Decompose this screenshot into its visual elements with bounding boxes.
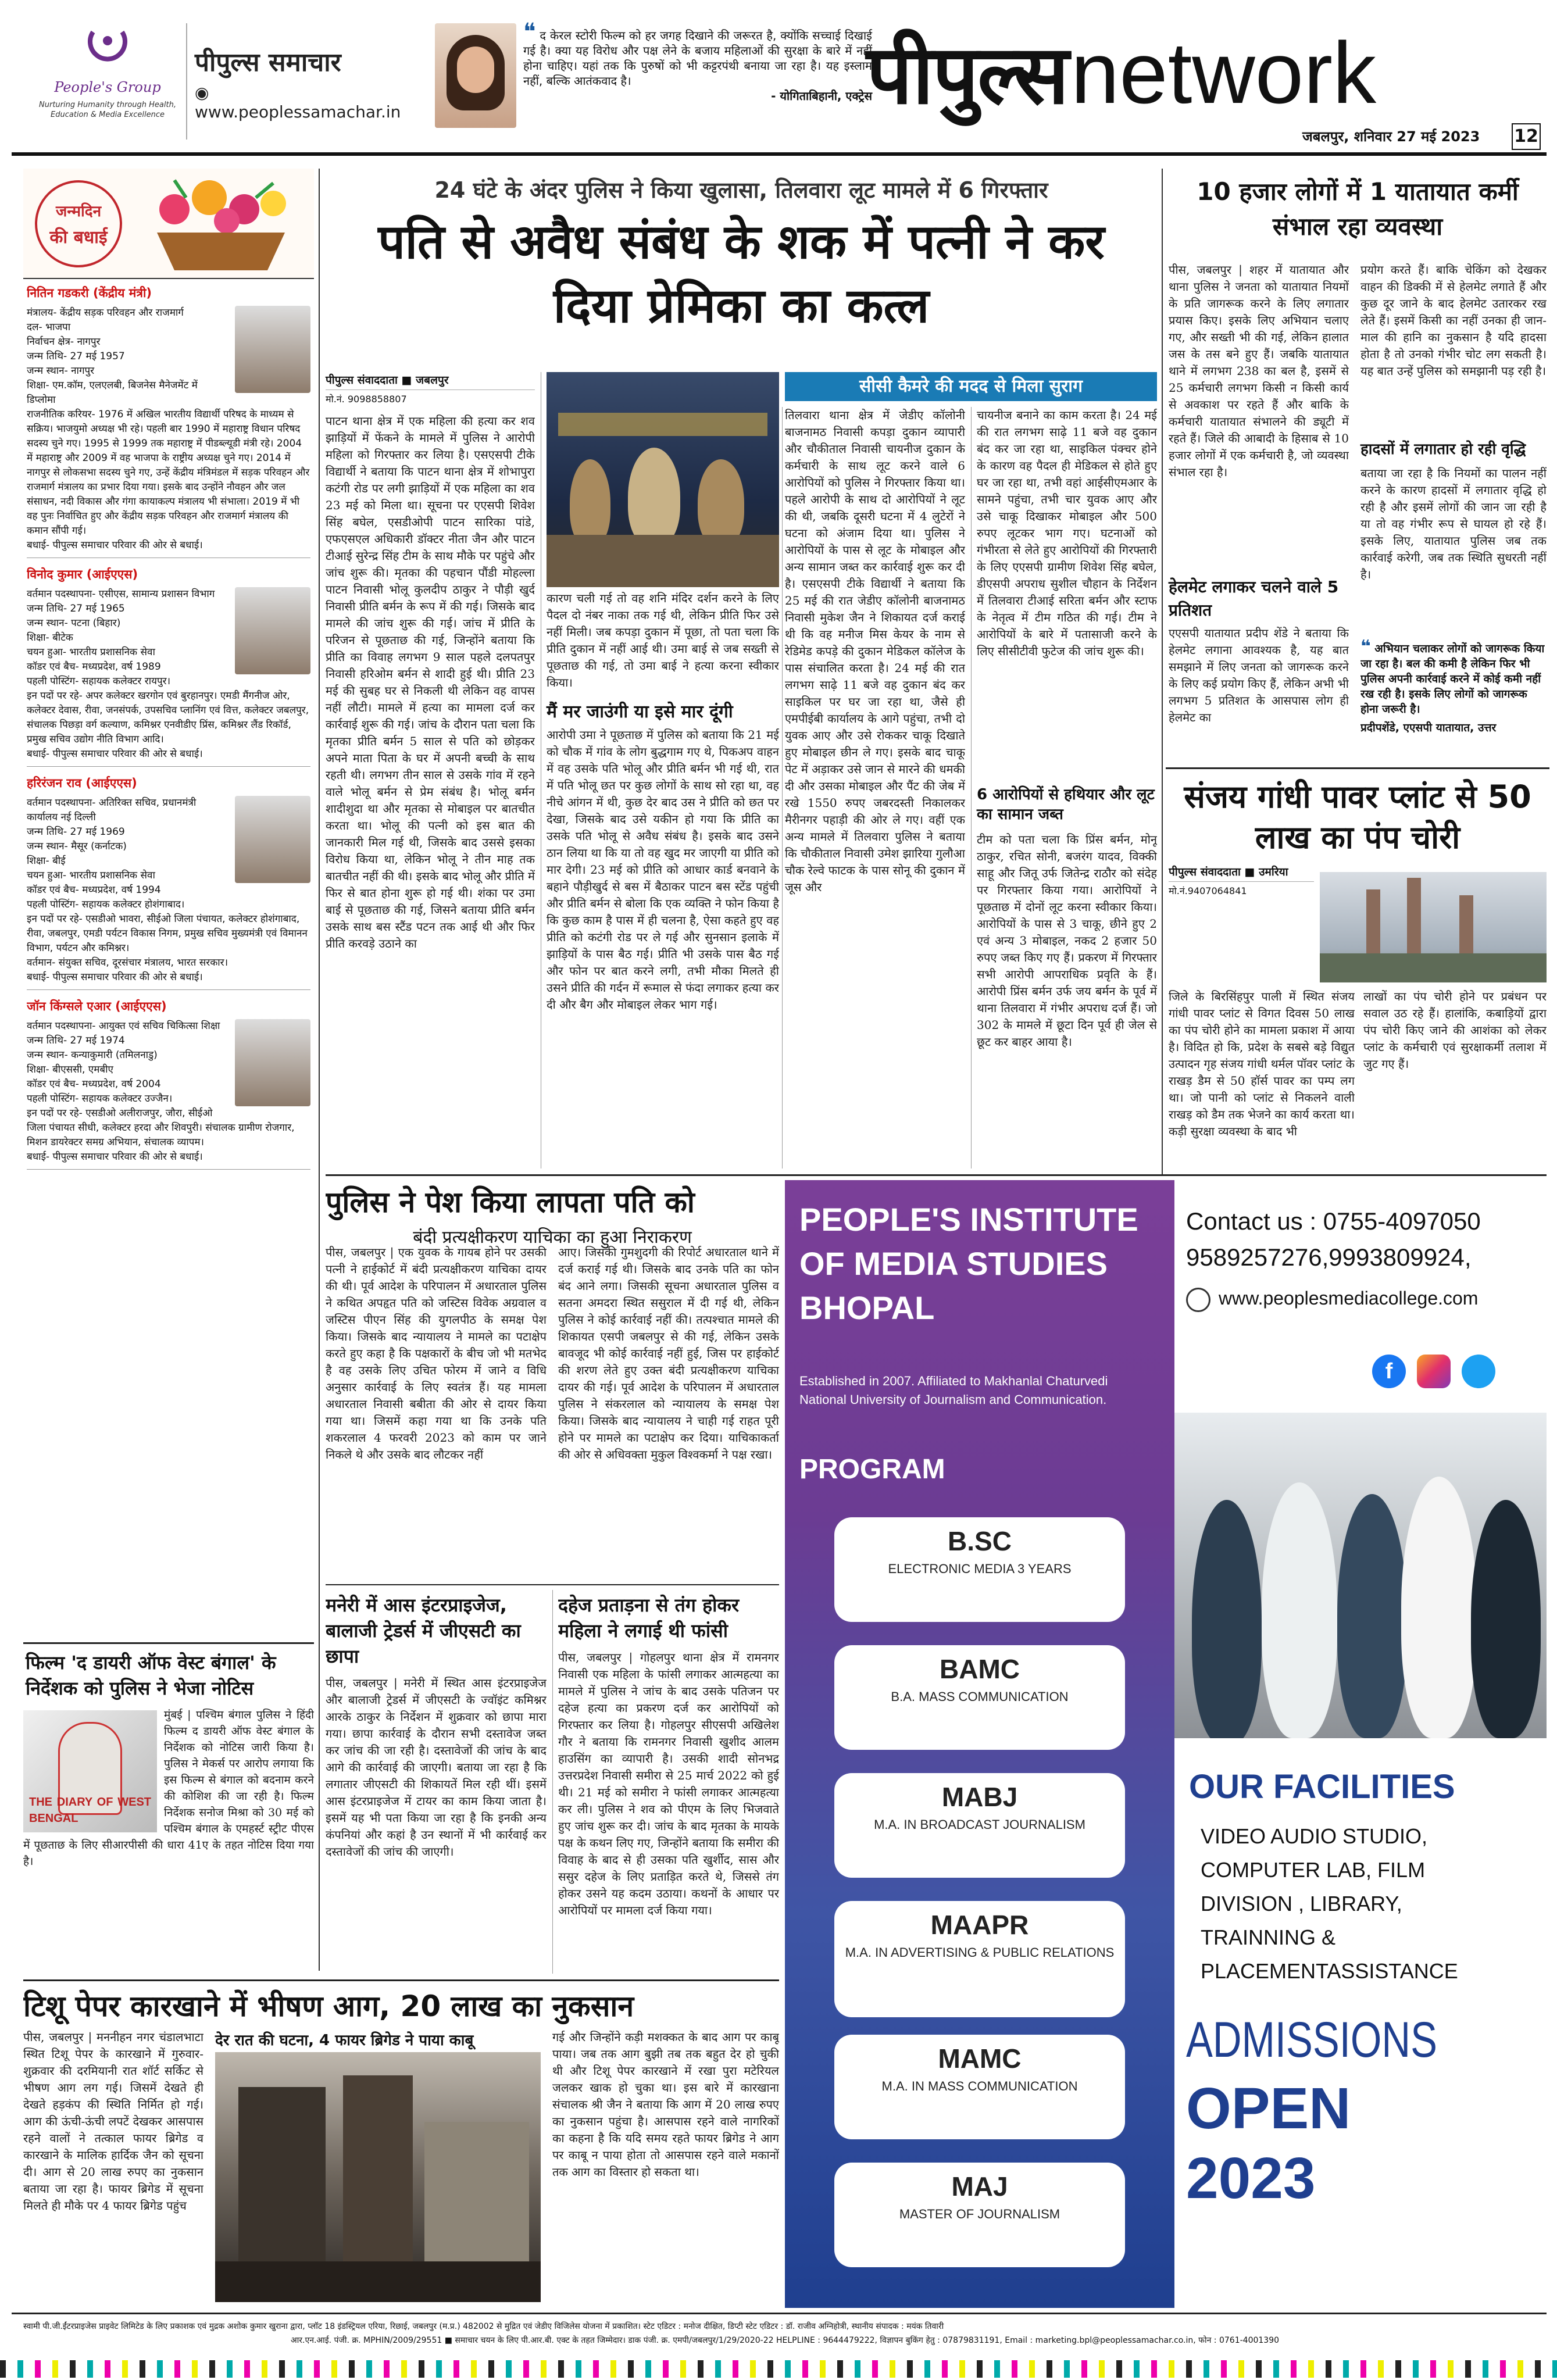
program-code: MAJ (951, 2171, 1008, 2202)
birthday-detail-row: इन पदों पर रहे- एसडीओ भावरा, सीईओ जिला पंचायत, कलेक्टर होशंगाबाद, रीवा, जबलपुर, एमडी पर्यटन विकास निगम, प्रमुख सचिव मुख्यमंत्री एवं विमानन विभाग, पर्यटन और कमिश्नर। (27, 913, 308, 954)
birthday-person-photo (235, 587, 310, 674)
program-code: BAMC (940, 1654, 1020, 1684)
cctv-subhead-box: सीसी कैमरे की मदद से मिला सुराग (785, 372, 1157, 401)
birthday-detail-row: पहली पोस्टिंग- सहायक कलेक्टर रायपुर। (27, 676, 171, 687)
program-description: ELECTRONIC MEDIA 3 YEARS (888, 1561, 1072, 1576)
globe-icon (1186, 1288, 1210, 1312)
quote-icon: ❝ (1360, 639, 1371, 657)
main-col-3: तिलवारा थाना क्षेत्र में जेडीए कॉलोनी बाजनामठ निवासी कपड़ा दुकान व्यापारी और चौकीताल निवासी चायनीज दुकान के कर्मचारी के साथ लूट करने वाले 6 आरोपियों को पुलिस ने गिरफ्तार किया था। पहले आरोपी के साथ दो आरोपियों ने लूट की थी, जबकि दूसरी घटना में 4 लुटेरों ने घटना को अंजाम दिया था। पुलिस ने आरोपियों के पास से लूट के मोबाइल और अन्य सामान जब्त कर कार्रवाई शुरू कर दी है। एसएसपी टीके विद्यार्थी ने बताया कि 25 मई की रात जेडीए कॉलोनी बाजनामठ निवासी मुकेश जैन ने शिकायत दर्ज कराई थी कि वह मनीज मिस केयर के नाम से रेडिमेड कपड़े की दुकान मेडिकल कॉलेज के पास संचालित करता है। 24 मई की रात लगभग साढ़े 11 बजे वह दुकान बंद कर साइकिल पर घर जा रहा था, जैसे ही एमपीईबी कार्यालय के आगे पहुंचा, तभी दो युवक आए और उसे रोककर चाकू दिखाते हुए मोबाइल छीन ले गए। इसके बाद चाकू पेट में अड़ाकर उसे जान से मारने की धमकी दी और उसका मोबाइल और पैंट की जेब में रखे 1550 रुपए जबरदस्ती निकालकर मैरीनगर पहाड़ी की ओर ले गए। वहीं एक अन्य मामले में तिलवारा पुलिस ने बताया कि चौकीताल निवासी उमेश झारिया गुलौआ चौक रेल्वे फाटक के पास सोनू की दुकान में जूस और (785, 408, 965, 894)
birthday-detail-row: बधाई- पीपुल्स समाचार परिवार की ओर से बधाई। (27, 971, 203, 983)
raid-body: पीस, जबलपुर | मनेरी में स्थित आस इंटरप्राइजेज और बालाजी ट्रेडर्स में जीएसटी के ज्वॉइंट कमिश्नर आरके ठाकुर के निर्देशन में शुक्रवार को छापा मारा गया। छापा कार्रवाई के दौरान सभी दस्तावेज जब्त कर जांच की जा रही है। दस्तावेजों की जांच के बाद आगे की कार्रवाई की जाएगी। बताया जा रहा है कि लगातार जीएसटी की शिकायतें मिल रही थीं। इसमें आस इंटरप्राइजेज में टायर का काम किया जाता है। इसमें यह भी पता किया जा रहा है कि इनकी अन्य कंपनियां और कहां है उन स्थानों में भी कार्रवाई कर दस्तावेजों की जांच की जाएगी। (326, 1676, 547, 1859)
birthday-detail-row: मंत्रालय- केंद्रीय सड़क परिवहन और राजमार्ग (27, 307, 184, 319)
network-en: network (1070, 24, 1377, 121)
birthday-list (23, 279, 314, 1184)
film-poster-text: THE DIARY OF WEST BENGAL (29, 1796, 151, 1825)
birthday-detail-row: बधाई- पीपुल्स समाचार परिवार की ओर से बधाई। (27, 748, 203, 760)
birthday-person-photo (235, 1019, 310, 1106)
birthday-detail-row: पहली पोस्टिंग- सहायक कलेक्टर उज्जैन। (27, 1093, 173, 1105)
main-headline: पति से अवैध संबंध के शक में पत्नी ने कर दिया प्रेमिका का कत्ल (378, 215, 1105, 334)
birthday-detail-row: जन्म स्थान- पटना (बिहार) (27, 617, 121, 629)
traffic-col-1b: एएसपी यातायात प्रदीप शेंडे ने बताया कि हेलमेट लगाना आवश्यक है, यह बात समझाने में लिए जनता को जागरूक करने के लिए कई प्रयोग किए हैं, लेकिन अभी भी लगभग 5 प्रतिशत के आसपास लोग ही हेलमेट का (1169, 626, 1349, 724)
samachar-title: पीपुल्स समाचार (195, 48, 341, 77)
samachar-url: ◉ www.peoplessamachar.in (195, 83, 401, 121)
birthday-detail-row: निर्वाचन क्षेत्र- नागपुर (27, 336, 101, 348)
print-registration-marks (0, 2360, 1557, 2378)
fire-photo (215, 2052, 541, 2302)
birthday-detail-row: दल- भाजपा (27, 321, 71, 333)
birthday-detail-row: वर्तमान पदस्थापना- अतिरिक्त सचिव, प्रधानमंत्री कार्यालय नई दिल्ली (27, 797, 197, 823)
peoples-group-logo (35, 23, 180, 145)
program-item (834, 1901, 1125, 2017)
birthday-detail-row: राजनीतिक करियर- 1976 में अखिल भारतीय विद्यार्थी परिषद के माध्यम से सक्रिय। भाजयुमो अध्यक्ष भी रहे। पहली बार 1990 में महाराष्ट्र विधान परिषद सदस्य चुने गए। 1995 से 1999 तक महाराष्ट्र में पीडब्ल्यूडी मंत्री रहे। 2004 में महाराष्ट्र और 2009 में वह भाजपा के राष्ट्रीय अध्यक्ष चुने गए। 2014 में नागपुर से लोकसभा सदस्य चुने गए, उन्हें केंद्रीय मंत्रिमंडल में सड़क परिवहन और राजमार्ग मंत्रालय का प्रभार दिया गया। इसके बाद उन्होंने नौवहन और जल संसाधन, नदी विकास और गंगा कायाकल्प मंत्रालय भी संभाला। 2019 में भी वह पुनः निर्वाचित हुए और केंद्रीय सड़क परिवहन और राजमार्ग मंत्रालय की कमान सौंपी गई। (27, 409, 310, 537)
power-plant-photo (1320, 872, 1547, 982)
group-tagline: Nurturing Humanity through Health, Education & Media Excellence (39, 101, 176, 119)
quote-icon: ❝ (523, 19, 536, 45)
program-description: M.A. IN ADVERTISING & PUBLIC RELATIONS (845, 1945, 1115, 1960)
main-col-1: पाटन थाना क्षेत्र में एक महिला की हत्या कर शव झाड़ियों में फेंकने के मामले में पुलिस ने आरोपी महिला को गिरफ्तार कर लिया है। एसएसपी टीके विद्यार्थी ने बताया कि पाटन थाना क्षेत्र में शोभापुरा कटंगी रोड पर लगी झाड़ियों में एक महिला का शव 23 मई को मिला था। सूचना पर एएसपी शिवेश सिंह बघेल, एसडीओपी पाटन सारिका पांडे, एफएसएल अधिकारी डॉक्टर नीता जैन और पाटन टीआई सुरेन्द्र सिंह टीम के साथ मौके पर पहुंचे और जांच शुरू की। मृतका की पहचान पौंडी मोहल्ला पाटन निवासी भोलू कुलदीप ठाकुर ने पौड़ी खुर्द निवासी प्रीति बर्मन के रूप में की गई। जिसके बाद मामले की जांच शुरू की गई। जांच में प्रीति के परिजन से पूछताछ की गई, जिन्होंने बताया कि प्रीति का विवाह लगभग 9 साल पहले दलपतपुर निवासी हरिओम बर्मन से शादी हुई थी। प्रीति 23 मई की सुबह घर से निकली थी लेकिन वह वापस नहीं लौटी। मामले में हत्या का मामला दर्ज कर कार्रवाई शुरू की गई। जांच के दौरान पता चला कि मृतका प्रीति बर्मन 5 साल से पति को छोड़कर अपने माता पिता के घर में अपनी बच्ची के साथ रहती थी। लगभग तीन साल से उसके गांव में रहने वाले भोलू बर्मन से प्रेम संबंध है। भोलू बर्मन शादीशुदा था और मृतका से मोबाइल पर बातचीत करता था। भोलू की पत्नी को इस बात की जानकारी मिल गई थी, जिसके बाद उससे इसका विरोध किया था, लेकिन भोलू ने तीन माह तक बातचीत नहीं की थी। इसके बाद भोलू और प्रीति में फिर से बात होना शुरू हो गई थी। शंका पर उमा बाई से पूछताछ की गई, जिसने बताया प्रीति बर्मन उसके साथ बस स्टैंड पटन तक आई थी और फिर प्रीति करवड़े उठाने का (326, 414, 535, 950)
ad-website[interactable]: www.peoplesmediacollege.com (1186, 1280, 1541, 1316)
birthday-detail-row: जन्म तिथि- 27 मई 1957 (27, 351, 125, 362)
main-col-2b: आरोपी उमा ने पूछताछ में पुलिस को बताया कि 21 मई को चौक में गांव के लोग बुद्धगाम गए थे, पिकअप वाहन में वह उसके पति भोलू और प्रीति बर्मन भी गई थी, रात में पति भोलू छत पर कुछ लोगों के साथ सो रहा था, वह नीचे आंगन में थी, कुछ देर बाद उस ने प्रीति को छत पर देखा, जिसके बाद उसे यकीन हो गया कि प्रीति का उसके पति भोलू से अवैध संबंध है। इसके बाद उसने ठान लिया था कि या तो वह खुद मर जाएगी या प्रीति को मार देगी। 23 मई को प्रीति को आधार कार्ड बनवाने के बहाने पौड़ीखुर्द से बस में बैठाकर पाटन बस स्टेंड पहुंची और प्रीति बर्मन से बोला कि एक व्यक्ति ने फोन किया है कि कुछ काम है पास में ही चलना है, ऐसा कहते हुए वह प्रीति को कटंगी रोड पर ले गई और सुनसान इलाके में झाड़ियों के पास बैठ गई। प्रीति भी उसके पास बैठ गई और फोन पर बात करने लगी, तभी मौका मिलते ही उसने प्रीति की गर्दन में रूमाल से फंदा लगाकर हत्या कर दी और बैग और मोबाइल लेकर भाग गई। (547, 728, 779, 1012)
birthday-detail-row: जन्म स्थान- नागपुर (27, 365, 95, 377)
page-number: 12 (1512, 123, 1541, 150)
program-item (834, 1517, 1125, 1622)
program-item (834, 2035, 1125, 2139)
fire-col-1: पीस, जबलपुर | मननीहन नगर चंडालभाटा स्थित टिशू पेपर के कारखाने में गुरुवार-शुक्रवार की दरमियानी रात शॉर्ट सर्किट से भीषण आग लग गई। जिसमें देखते ही देखते हड़कंप की स्थिति निर्मित हो गई। आग की ऊंची-ऊंची लपटें देखकर आसपास रहने वालों ने तत्काल फायर ब्रिगेड व कारखाने के मालिक हार्दिक जैन को सूचना दी। आग से 20 लाख रुपए का नुकसान बताया जा रहा है। फायर ब्रिगेड में सूचना मिलते ही मौके पर 4 फायर ब्रिगेड पहुंच (23, 2030, 203, 2213)
main-subhead: मैं मर जाउंगी या इसे मार दूंगी (547, 702, 733, 722)
program-description: M.A. IN MASS COMMUNICATION (881, 2079, 1078, 2093)
missing-col-1: पीस, जबलपुर | एक युवक के गायब होने पर उसकी पत्नी ने हाईकोर्ट में बंदी प्रत्यक्षीकरण याचिका दायर की थी। पूर्व आदेश के परिपालन में अधारताल पुलिस ने कथित अपहृत पति को जस्टिस विवेक अग्रवाल व जस्टिस पीएन सिंह की युगलपीठ के समक्ष पेश किया। जिसके बाद न्यायालय ने मामले का पटाक्षेप करते हुए कहा है कि पक्षकारों के बीच जो भी मतभेद है वह उसके लिए उचित फोरम में जाने व विधि अनुसार कार्रवाई के लिए स्वतंत्र हैं। यह मामला अधारताल निवासी बबीता की ओर से दायर किया गया था। जिसमें कहा गया था कि उनके पति शकरलाल 4 फरवरी 2023 को काम पर जाने निकले थे और उसके बाद लौटकर नहीं (326, 1245, 547, 1461)
footer-line-2: आर.एन.आई. पंजी. क्र. MPHIN/2009/29551 ■ समाचार चयन के लिए पी.आर.बी. एक्ट के तहत जिम्मेदार। डाक पंजी. क्र. एमपी/जबलपुर/1/29/2020-22 HELPLINE : 9644479222, विज्ञापन बुकिंग हेतु : 07879831191, Email : marketing.bpl@peoplessamachar.co.in, फोन : 0761-4001390 (290, 2336, 1280, 2345)
birthday-entry (27, 998, 310, 1170)
program-description: MASTER OF JOURNALISM (899, 2207, 1060, 2221)
birthday-column (23, 169, 314, 1634)
birthday-entry (27, 775, 310, 990)
facebook-icon[interactable]: f (1372, 1355, 1406, 1388)
main-col-2: कारण चली गई तो वह शनि मंदिर दर्शन करने के लिए पैदल दो नंबर नाका तक गई थी, लेकिन प्रीति फिर उसे नहीं मिली। जब कपड़ा दुकान में पूछा, तो पता चला कि प्रीति दुकान में नहीं आई थी। उमा बाई से जब सख्ती से पूछताछ की गई, तो उमा बाई ने हत्या करना स्वीकार किया। (547, 591, 779, 689)
traffic-headline: 10 हजार लोगों में 1 यातायात कर्मी संभाल रहा व्यवस्था (1197, 177, 1519, 241)
contact-label: Contact us : 0755-4097050 (1186, 1207, 1481, 1235)
main-mobile: मो.नं. 9098858807 (326, 389, 535, 405)
sanjay-story: संजय गांधी पावर प्लांट से 50 लाख का पंप चोरी पीपुल्स संवाददाता ■ उमरिया मो.नं.9407064841 (1169, 773, 1547, 1174)
program-description: M.A. IN BROADCAST JOURNALISM (874, 1817, 1085, 1832)
birthday-header-line1: जन्मदिन (55, 203, 102, 220)
main-col-4: चायनीज बनाने का काम करता है। 24 मई की रात लगभग साढ़े 11 बजे वह दुकान बंद कर जा रहा था, साइकिल पंक्चर होने के कारण वह पैदल ही मेडिकल से होते हुए घर जा रहा था, तभी वहां आईसीएमआर के सामने पहुंचा, तभी चार युवक आए और उसे चाकू दिखाकर मोबाइल और 500 रुपए लूटकर भाग गए। घटनाओं को गंभीरता से लेते हुए आरोपियों की गिरफ्तारी के लिए एएसपी ग्रामीण शिवेश सिंह बघेल, डीएसपी अपराध सुशील चौहान के निर्देशन में तिलवारा टीआई सरिता बर्मन और स्टाफ के नेतृत्व में टीम गठित की गई। टीम ने आरोपियों के बारे में पतासाजी करने के लिए सीसीटीवी फुटेज की जांच शुरू की। (977, 408, 1157, 658)
film-poster (23, 1710, 157, 1832)
birthday-detail-row: चयन हुआ- भारतीय प्रशासनिक सेवा (27, 646, 155, 658)
contact-phones: 9589257276,9993809924, (1186, 1243, 1472, 1271)
press-conference-photo (547, 372, 779, 587)
birthday-detail-row: जन्म तिथि- 27 मई 1974 (27, 1035, 125, 1046)
birthday-detail-row: जन्म तिथि- 27 मई 1965 (27, 603, 125, 614)
missing-headline: पुलिस ने पेश किया लापता पति को (326, 1185, 695, 1219)
birthday-detail-row: शिक्षा- बीएससी, एमबीए (27, 1064, 113, 1075)
birthday-person-name: नितिन गडकरी (केंद्रीय मंत्री) (27, 286, 152, 300)
instagram-icon[interactable] (1417, 1355, 1451, 1388)
main-kicker: 24 घंटे के अंदर पुलिस ने किया खुलासा, तिलवारा लूट मामले में 6 गिरफ्तार (434, 177, 1048, 203)
birthday-detail-row: कॉडर एवं बैच- मध्यप्रदेश, वर्ष 2004 (27, 1078, 161, 1090)
traffic-quote: ❝ अभियान चलाकर लोगों को जागरूक किया जा रहा है। बल की कमी है लेकिन फिर भी पुलिस अपनी कार्रवाई करने में कोई कमी नहीं रख रही है। इसके लिए लोगों को जागरूक होना जरूरी है। प्रदीपशेंडे, एएसपी यातायात, उत्तर (1360, 639, 1547, 773)
birthday-entry (27, 285, 310, 558)
twitter-icon[interactable] (1462, 1355, 1495, 1388)
quote-block (523, 19, 872, 103)
sanjay-col-2: लाखों का पंप चोरी होने पर प्रबंधन पर सवाल उठ रहे हैं। हालांकि, कबाड़ियों द्वारा पंप चोरी किए जाने की आशंका को लेकर प्लांट के कर्मचारी एवं सुरक्षाकर्मी तलाश में जुट गए हैं। (1363, 989, 1547, 1071)
birthday-person-photo (235, 306, 310, 393)
raid-story (326, 1590, 547, 1979)
main-byline: पीपुल्स संवाददाता ■ जबलपुर मो.नं. 9098858807 (326, 372, 535, 405)
sanjay-col-1: जिले के बिरसिंहपुर पाली में स्थित संजय गांधी पावर प्लांट से विगत दिवस 50 लाख का पंप चोरी होने का मामला प्रकाश में आया है। विदित हो कि, प्रदेश के सबसे बड़े विद्युत उत्पादन गृह संजय गांधी थर्मल पॉवर प्लांट के राखड़ डैम से 50 हॉर्स पावर का पम्प लग था। जो पानी को प्लांट से निकलने वाली राखड़ को डैम तक भेजने का कार्य करता था। कड़ी सुरक्षा व्यवस्था के बाद भी (1169, 989, 1355, 1138)
birthday-person-name: जॉन किंग्सले एआर (आईएएस) (27, 999, 167, 1013)
peoples-group-emblem-icon (81, 23, 134, 76)
quote-text: द केरल स्टोरी फिल्म को हर जगह दिखाने की जरूरत है, क्योंकि सच्चाई दिखाई गई है। क्या यह विरोध और पक्ष लेने के बजाय महिलाओं की सुरक्षा के बारे में नहीं होना चाहिए। यहां तक कि पुरुषों को भी कट्टरपंथी बनाया जा रहा है। यह इस्लाम नहीं, बल्कि आतंकवाद है। (523, 28, 872, 88)
film-story (23, 1642, 314, 1968)
film-lead: मुंबई | पश्चिम बंगाल पुलिस ने हिंदी फिल्म द डायरी ऑफ वेस्ट बंगाल के निर्देशक को नोटिस जारी किया है। पुलिस ने मेकर्स पर आरोप लगाया कि इस फिल्म से बंगाल को बदनाम करने की कोशिश की जा रही है। फिल्म निर्देशक सनोज मिश्रा को 30 मई को पश्चिम बंगाल के एमहर्स्ट स्ट्रीट पीएस में पूछताछ के लिए सीआरपीसी की धारा 41ए के तहत नोटिस दिया गया है। (23, 1709, 314, 1868)
media-college-ad (785, 1180, 1547, 2308)
program-code: MAAPR (930, 1910, 1029, 1940)
facilities-text: VIDEO AUDIO STUDIO, COMPUTER LAB, FILM DIVISION , LIBRARY, TRAINNING & PLACEMENTASSISTANCE (1201, 1824, 1458, 1983)
program-code: MABJ (941, 1782, 1018, 1812)
traffic-col-1: पीस, जबलपुर | शहर में यातायात और थाना पुलिस ने जनता को यातायात नियमों के प्रति जागरूक करने के लिए लगातार प्रयास किए। इसके लिए अभियान चलाए गए, और सख्ती भी की गई, लेकिन हालात जस के तस बने हुए हैं। जबकि यातायात थाने में लगभग 238 का बल है, इसमें से 25 कर्मचारी लगभग किसी न किसी कार्य से अवकाश पर रहते हैं और बाकि के कर्मचारी यातायात संभालने की ड्यूटी में रहते हैं। जिले की आबादी के हिसाब से 10 हजार लोगों में एक कर्मचारी है, जो व्यवस्था संभाल रहा है। (1169, 263, 1349, 479)
ad-program-label: PROGRAM (799, 1454, 945, 1485)
program-code: B.SC (948, 1526, 1012, 1556)
main-subhead-2: 6 आरोपियों से हथियार और लूट का सामान जब्त (977, 786, 1155, 823)
birthday-detail-row: वर्तमान पदस्थापना- आयुक्त एवं सचिव चिकित्सा शिक्षा (27, 1020, 220, 1032)
footer (23, 2320, 1547, 2347)
birthday-person-name: विनोद कुमार (आईएएस) (27, 567, 138, 581)
birthday-entry (27, 566, 310, 767)
traffic-subhead-2: हादसों में लगातार हो रही वृद्धि (1360, 441, 1526, 458)
birthday-header-line2: की बधाई (49, 227, 108, 248)
fire-col-2: गई और जिन्होंने कड़ी मशक्कत के बाद आग पर काबू पाया। जब तक आग बुझी तब तक बहुत देर हो चुकी थी और टिशू पेपर कारखाने में रखा पुरा मटेरियल जलकर खाक हो चुका था। इस बारे में कारखाना संचालक श्री जैन ने बताया कि आग में 20 लाख रुपए का नुकसान पहुंचा है। आसपास रहने वाले नागरिकों का कहना है कि यदि समय रहते फायर ब्रिगेड ने आग पर काबू न पाया होता तो आसपास रहने वाले मकानों तक आग का विस्तार हो सकता था। (552, 2030, 779, 2179)
sanjay-headline: संजय गांधी पावर प्लांट से 50 लाख का पंप चोरी (1184, 778, 1531, 856)
traffic-col-2: प्रयोग करते हैं। बाकि चेकिंग को देखकर वाहन की डिक्की में से हेलमेट लगाते हैं और कुछ दूर जाने के बाद हेलमेट उतारकर रख लेते हैं। इसमें किसी का नहीं उनका ही जान-माल की हानि का नुकसान है यदि हादसा होता है तो उनको गंभीर चोट लग सकती है। यह बात उन्हें पुलिस को समझानी पड़ रही है। (1360, 263, 1547, 378)
birthday-detail-row: बधाई- पीपुल्स समाचार परिवार की ओर से बधाई। (27, 1151, 203, 1163)
dowry-headline: दहेज प्रताड़ना से तंग होकर महिला ने लगाई थी फांसी (558, 1594, 740, 1642)
students-photo (1174, 1413, 1547, 1738)
ad-contact (1186, 1203, 1541, 1316)
program-description: B.A. MASS COMMUNICATION (891, 1689, 1069, 1704)
program-item (834, 1645, 1125, 1750)
birthday-detail-row: इन पदों पर रहे- एसडीओ अलीराजपुर, जौरा, सीईओ जिला पंचायत सीधी, कलेक्टर हरदा और शिवपुरी। संचालक ग्रामीण रोजगार, मिशन डायरेक्टर समग्र अभियान, संचालक व्यापम। (27, 1107, 295, 1148)
birthday-detail-row: बधाई- पीपुल्स समाचार परिवार की ओर से बधाई। (27, 539, 203, 551)
birthday-detail-row: वर्तमान- संयुक्त सचिव, दूरसंचार मंत्रालय, भारत सरकार। (27, 957, 228, 969)
missing-col-2: आए। जिसकी गुमशुदगी की रिपोर्ट अधारताल थाने में दर्ज कराई गई थी। जिसके बाद उनके पति का फोन बंद आने लगा। जिसकी सूचना अधारताल पुलिस व सतना अमदरा स्थित ससुराल में दी गई थी, लेकिन पुलिस ने कोई कार्रवाई नहीं की। तत्पश्चात मामले की शिकायत एसपी जबलपुर से की गई, लेकिन उसके बावजूद भी कोई कार्रवाई नहीं हुई, जिस पर हाईकोर्ट की शरण लेते हुए उक्त बंदी प्रत्यक्षीकरण याचिका दायर की गई। पूर्व आदेश के परिपालन में अधारताल पुलिस ने संकरलाल को न्यायालय के समक्ष पेश किया। जिसके बाद न्यायालय ने चाही गई राहत पूरी होने पर मामले का पटाक्षेप कर दिया। याचिकाकर्ता की ओर से अधिवक्ता मुकुल विश्वकर्मा ने पक्ष रखा। (558, 1245, 779, 1461)
birthday-person-name: हरिरंजन राव (आईएएस) (27, 776, 137, 790)
footer-line-1: स्वामी पी.जी.ईंटरप्राइजेस प्राइवेट लिमिटेड के लिए प्रकाशक एवं मुद्रक अशोक कुमार खुराना द्वारा, प्लॉट 18 इंडस्ट्रियल एरिया, रिछाई, जबलपुर (म.प्र.) 482002 से मुद्रित एवं जेडीए विजिलेस योजना में प्रकाशित। स्टेट एडिटर : मनोज दीक्षित, डिप्टी स्टेट एडिटर : डॉ. राजीव अग्निहोत्री, स्थानीय संपादक : मयंक तिवारी (23, 2322, 944, 2331)
open-label: OPEN (1186, 2076, 1351, 2141)
samachar-logo (195, 44, 416, 121)
birthday-detail-row: शिक्षा- बीई (27, 855, 66, 867)
birthday-detail-row: कॉडर एवं बैच- मध्यप्रदेश, वर्ष 1994 (27, 884, 161, 896)
traffic-col-2b: बताया जा रहा है कि नियमों का पालन नहीं करने के कारण हादसों में लगातार वृद्धि हो रही है और इसमें लोगों की जान जा रही है या तो वह गंभीर रूप से घायल हो रहे हैं। इसके लिए, यातायात पुलिस जब तक कार्रवाई करेगी, जब तक स्थिति सुधरती नहीं है। (1360, 466, 1547, 581)
ad-established: Established in 2007. Affiliated to Makhanlal Chaturvedi National University of Journalism and Communication. (799, 1374, 1108, 1407)
flower-basket-icon (140, 174, 302, 273)
birthday-person-photo (235, 796, 310, 883)
birthday-detail-row: जन्म स्थान- कन्याकुमारी (तमिलनाडु) (27, 1049, 158, 1061)
sanjay-mobile: मो.नं.9407064841 (1169, 881, 1314, 897)
film-headline: फिल्म 'द डायरी ऑफ वेस्ट बंगाल' के निर्देशक को पुलिस ने भेजा नोटिस (26, 1652, 276, 1699)
ad-title: PEOPLE'S INSTITUTE OF MEDIA STUDIES BHOPAL (799, 1201, 1138, 1326)
dowry-story (558, 1590, 779, 1979)
birthday-detail-row: पहली पोस्टिंग- सहायक कलेक्टर होशंगाबाद। (27, 899, 185, 910)
birthday-detail-row: इन पदों पर रहे- अपर कलेक्टर खरगोन एवं बुरहानपुर। एमडी मैंगनीज ओर, कलेक्टर देवास, रीवा, जनसंपर्क, उपसचिव प्लानिंग एवं वित्त, कलेक्टर जबलपुर, संचालक पिछड़ा वर्ग कल्याण, कमिश्नर एनवीडीए प्रिंस, कमिश्नर लैंड रिकॉर्ड, प्रमुख सचिव उद्योग नीति विभाग आदि। (27, 690, 309, 745)
dateline: जबलपुर, शनिवार 27 मई 2023 (1302, 128, 1480, 145)
birthday-detail-row: चयन हुआ- भारतीय प्रशासनिक सेवा (27, 870, 155, 881)
birthday-detail-row: जन्म तिथि- 27 मई 1969 (27, 826, 125, 838)
quote-author: - योगिताबिहानी, एक्ट्रेस (771, 89, 872, 103)
network-title (866, 23, 1547, 122)
group-name: People's Group (54, 79, 161, 95)
traffic-quote-author: प्रदीपशेंडे, एएसपी यातायात, उत्तर (1360, 721, 1497, 734)
raid-headline: मनेरी में आस इंटरप्राइजेज, बालाजी ट्रेडर्स में जीएसटी का छापा (326, 1594, 521, 1667)
masthead (0, 0, 1557, 157)
birthday-detail-row: जन्म स्थान- मैसूर (कर्नाटक) (27, 841, 127, 852)
missing-subhead: बंदी प्रत्यक्षीकरण याचिका का हुआ निराकरण (413, 1227, 692, 1248)
network-hindi: पीपुल्स (866, 28, 1068, 123)
birthday-detail-row: वर्तमान पदस्थापना- एसीएस, सामान्य प्रशासन विभाग (27, 588, 215, 600)
program-code: MAMC (938, 2043, 1022, 2074)
globe-icon: ◉ (195, 83, 209, 102)
main-col-4b: टीम को पता चला कि प्रिंस बर्मन, मोनू ठाकुर, रचित सोनी, बजरंग यादव, विक्की साहू और जितू उर्फ जितेन्द्र राठौर को संदेह पर गिरफ्तार किया गया। आरोपियों ने पूछताछ में दोनों लूट करना स्वीकार किया। आरोपियों के पास से 3 चाकू, छीने हुए 2 एवं अन्य 3 मोबाइल, नकद 2 हजार 50 रुपए जब्त किए गए हैं। प्रकरण में गिरफ्तार सभी आरोपी आपराधिक प्रवृति के हैं। आरोपी प्रिंस बर्मन उर्फ जय बर्मन के पूर्व में थाना तिलवारा में गंभीर अपराध दर्ज हैं। जो 302 के मामले में छूटा दिन पूर्व ही जेल से छूट कर बाहर आया है। (977, 832, 1157, 1049)
admissions-label: ADMISSIONS (1186, 2012, 1437, 2068)
social-icons (1372, 1355, 1495, 1388)
birthday-detail-row: शिक्षा- एम.कॉम, एलएलबी, बिजनेस मैनेजमेंट में डिप्लोमा (27, 380, 198, 406)
program-item (834, 2163, 1125, 2267)
birthday-detail-row: शिक्षा- बीटेक (27, 632, 73, 644)
actress-photo (435, 23, 516, 128)
year-label: 2023 (1186, 2146, 1316, 2211)
dowry-body: पीस, जबलपुर | गोहलपुर थाना क्षेत्र में रामनगर निवासी एक महिला के फांसी लगाकर आत्महत्या का मामले में पुलिस ने जांच के बाद उसके पतिजन पर दहेज हत्या का प्रकरण दर्ज कर आरोपियों को गिरफ्तार कर लिया है। गोहलपुर सीएसपी अखिलेश गौर ने बताया कि रामनगर निवासी खुशीद आलम हाउसिंग का व्यापारी है। उसकी शादी सोनभद्र उत्तरप्रदेश निवासी समीरा से 25 मार्च 2022 को हुई थी। 21 मई को समीरा ने फांसी लगाकर आत्महत्या कर ली। पुलिस ने शव को पीएम के लिए भिजवाते हुए जांच शुरू कर दी। जांच के बाद मृतका के मायके पक्ष के कथन लिए गए, जिन्होंने बताया कि समीरा की विवाह के बाद से ही उसका पति खुर्शीद, सास और ससुर दहेज के लिए प्रताड़ित करते थे, जिससे तंग होकर उसने यह कदम उठाया। कथनों के आधार पर आरोपियों पर मामला दर्ज किया गया। (558, 1650, 779, 1917)
birthday-detail-row: कॉडर एवं बैच- मध्यप्रदेश, वर्ष 1989 (27, 661, 161, 673)
traffic-subhead-1: हेलमेट लगाकर चलने वाले 5 प्रतिशत (1169, 577, 1339, 620)
fire-caption: देर रात की घटना, 4 फायर ब्रिगेड ने पाया काबू (215, 2032, 474, 2049)
birthday-header (23, 169, 314, 279)
program-item (834, 1773, 1125, 1878)
facilities-title: OUR FACILITIES (1189, 1768, 1455, 1806)
fire-headline: टिशू पेपर कारखाने में भीषण आग, 20 लाख का नुकसान (23, 1989, 634, 2023)
